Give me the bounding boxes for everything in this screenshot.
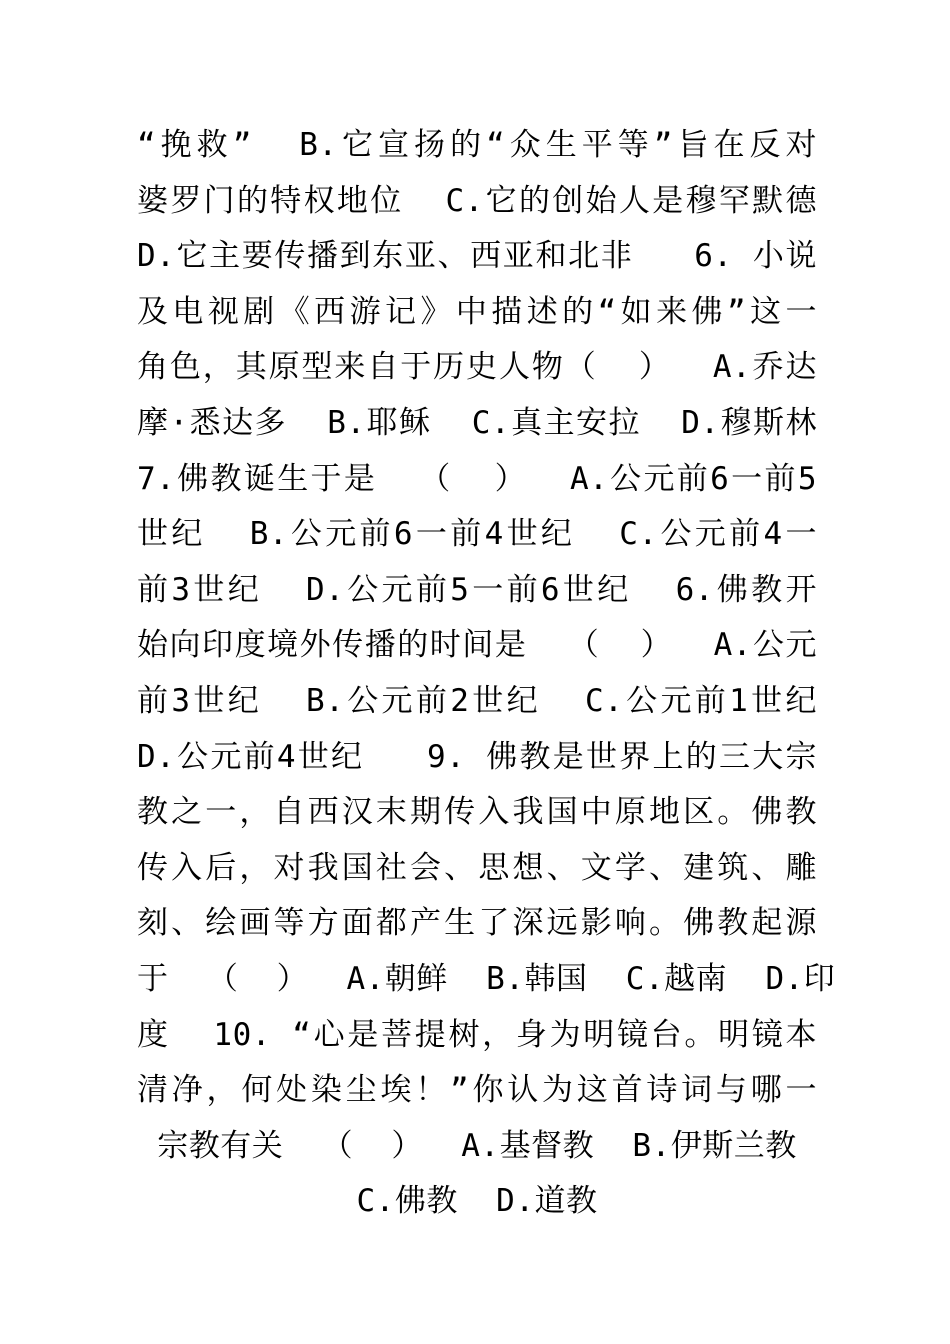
text-line: D.公元前4世纪 9. 佛教是世界上的三大宗 (137, 738, 817, 775)
text-line: 清净，何处染尘埃！”你认为这首诗词与哪一 (137, 1072, 817, 1109)
text-line: 角色，其原型来自于历史人物（ ） A.乔达 (137, 349, 817, 386)
text-line: 及电视剧《西游记》中描述的“如来佛”这一 (137, 293, 817, 330)
text-line: 婆罗门的特权地位 C.它的创始人是穆罕默德 (137, 182, 817, 219)
text-line: 前3世纪 D.公元前5一前6世纪 6.佛教开 (137, 571, 817, 608)
text-line: 于 （ ） A.朝鲜 B.韩国 C.越南 D.印 (137, 960, 836, 997)
text-line: 宗教有关 （ ） A.基督教 B.伊斯兰教 (157, 1127, 797, 1164)
text-line: C.佛教 D.道教 (356, 1183, 598, 1220)
text-line: “挽救” B.它宣扬的“众生平等”旨在反对 (137, 127, 817, 163)
text-line: 始向印度境外传播的时间是 （ ） A.公元 (137, 627, 817, 664)
text-line: 传入后，对我国社会、思想、文学、建筑、雕 (137, 849, 817, 886)
question-text-block (137, 118, 836, 1230)
text-line: 度 10. “心是菩提树，身为明镜台。明镜本 (137, 1016, 817, 1053)
text-line: D.它主要传播到东亚、西亚和北非 6. 小说 (137, 238, 817, 275)
text-line: 刻、绘画等方面都产生了深远影响。佛教起源 (137, 905, 817, 942)
text-line: 摩·悉达多 B.耶稣 C.真主安拉 D.穆斯林 (137, 404, 817, 441)
text-line: 7.佛教诞生于是 （ ） A.公元前6一前5 (137, 460, 817, 497)
text-line: 世纪 B.公元前6一前4世纪 C.公元前4一 (137, 516, 817, 553)
text-line: 前3世纪 B.公元前2世纪 C.公元前1世纪 (137, 682, 817, 719)
text-line: 教之一，自西汉末期传入我国中原地区。佛教 (137, 794, 817, 831)
